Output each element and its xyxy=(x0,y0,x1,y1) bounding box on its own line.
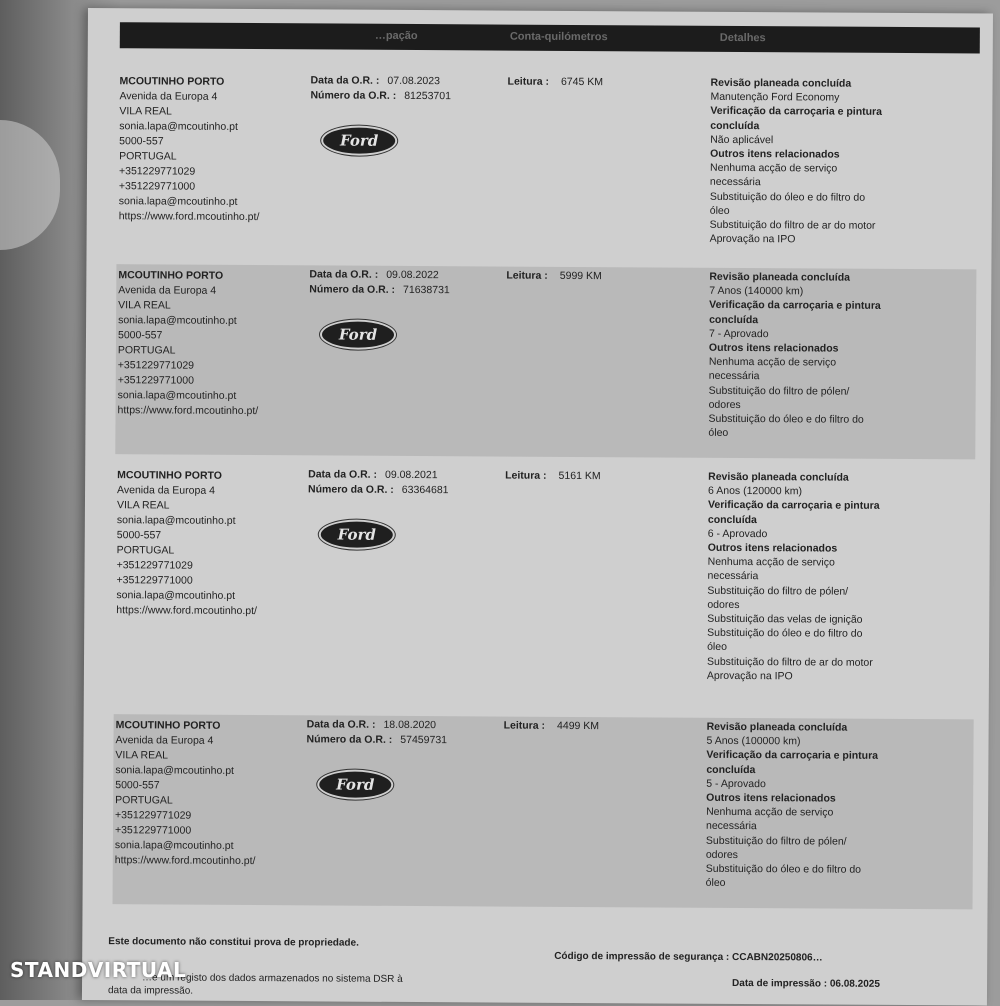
detail-heading: Revisão planeada concluída xyxy=(708,470,849,484)
odometer-reading xyxy=(506,269,602,285)
footer-record-note-2: data da impressão. xyxy=(107,985,194,997)
header-col-1: …pação xyxy=(374,29,418,43)
dealer-name: MCOUTINHO PORTO xyxy=(118,269,224,282)
dealer-line: VILA REAL xyxy=(116,499,170,512)
dealer-line: sonia.lapa@mcoutinho.pt xyxy=(118,195,238,208)
dealer-line: https://www.ford.mcoutinho.pt/ xyxy=(114,854,256,868)
detail-heading: Revisão planeada concluída xyxy=(709,270,851,284)
dealer-line: +351229771029 xyxy=(118,165,196,178)
detail-line: 6 - Aprovado xyxy=(707,527,768,540)
reading-value: 5161 KM xyxy=(558,469,601,483)
detail-heading: concluída xyxy=(707,513,757,526)
dealer-name: MCOUTINHO PORTO xyxy=(117,469,222,482)
or-number-value: 81253701 xyxy=(404,89,451,103)
dealer-line: sonia.lapa@mcoutinho.pt xyxy=(118,314,237,327)
detail-line: necessária xyxy=(708,370,760,383)
dealer-address-block xyxy=(117,268,318,419)
service-entry xyxy=(115,264,976,459)
dealer-line: VILA REAL xyxy=(115,749,169,762)
order-info xyxy=(308,467,449,498)
detail-line: Substituição do óleo e do filtro do xyxy=(707,627,863,640)
dealer-name: MCOUTINHO PORTO xyxy=(119,75,225,88)
or-date-label: Data da O.R. : xyxy=(309,268,379,281)
detail-heading: concluída xyxy=(709,313,759,326)
detail-line: Nenhuma acção de serviço xyxy=(708,356,837,369)
dealer-line: https://www.ford.mcoutinho.pt/ xyxy=(117,404,259,418)
service-entry xyxy=(113,714,974,909)
detail-heading: Revisão planeada concluída xyxy=(710,76,852,90)
ford-logo xyxy=(322,321,394,347)
dealer-line: sonia.lapa@mcoutinho.pt xyxy=(119,120,238,133)
detail-heading: Revisão planeada concluída xyxy=(706,720,848,734)
dealer-line: Avenida da Europa 4 xyxy=(118,284,217,297)
detail-heading: Outros itens relacionados xyxy=(707,541,838,555)
header-col-2: Conta-quilómetros xyxy=(509,30,608,44)
service-entry xyxy=(116,70,977,265)
detail-line: odores xyxy=(708,398,741,411)
dealer-line: https://www.ford.mcoutinho.pt/ xyxy=(116,604,258,618)
dealer-address-block xyxy=(116,468,317,619)
service-details xyxy=(710,76,911,248)
detail-line: Substituição do filtro de ar do motor xyxy=(709,218,876,232)
dealer-line: +351229771000 xyxy=(118,180,196,193)
reading-value: 5999 KM xyxy=(559,269,602,283)
detail-heading: Outros itens relacionados xyxy=(706,791,836,805)
detail-line: Nenhuma acção de serviço xyxy=(706,806,834,819)
detail-heading: Outros itens relacionados xyxy=(708,341,839,355)
or-date-value: 18.08.2020 xyxy=(383,718,437,732)
detail-line: óleo xyxy=(708,427,729,440)
detail-line: 7 - Aprovado xyxy=(708,327,769,340)
or-date-row xyxy=(307,717,448,733)
or-number-value: 63364681 xyxy=(401,483,449,497)
dealer-line: PORTUGAL xyxy=(119,150,177,163)
detail-line: necessária xyxy=(705,820,757,833)
dealer-line: PORTUGAL xyxy=(116,544,175,557)
or-number-label: Número da O.R. : xyxy=(310,89,397,102)
dealer-line: PORTUGAL xyxy=(115,794,173,807)
order-info xyxy=(309,267,450,298)
detail-line: necessária xyxy=(707,570,759,583)
footer-print-date: Data de impressão : 06.08.2025 xyxy=(732,977,880,990)
detail-line: necessária xyxy=(709,176,761,189)
detail-line: Substituição do óleo e do filtro do xyxy=(705,862,862,876)
service-details xyxy=(708,270,909,442)
order-info xyxy=(310,73,451,104)
dealer-line: Avenida da Europa 4 xyxy=(117,484,215,497)
ford-logo xyxy=(321,521,393,547)
or-number-value: 71638731 xyxy=(403,283,450,297)
ford-logo-text: Ford xyxy=(338,325,378,344)
reading-label: Leitura : xyxy=(505,469,547,482)
detail-line: Substituição do filtro de pólen/ xyxy=(708,384,850,398)
or-number-label: Número da O.R. : xyxy=(308,483,394,496)
dealer-address-block xyxy=(119,74,320,225)
detail-line: Substituição do óleo e do filtro do xyxy=(709,190,866,204)
or-number-row xyxy=(310,88,451,104)
dealer-line: PORTUGAL xyxy=(117,344,176,357)
detail-line: Substituição das velas de ignição xyxy=(707,612,863,626)
dealer-address-block xyxy=(115,718,316,869)
dealer-line: sonia.lapa@mcoutinho.pt xyxy=(117,389,237,402)
service-entry xyxy=(114,464,975,709)
odometer-reading xyxy=(508,75,604,91)
or-number-label: Número da O.R. : xyxy=(309,283,396,296)
footer-record-note-1: …e um registo dos dados armazenados no sistema DSR à xyxy=(142,972,403,985)
dealer-line: sonia.lapa@mcoutinho.pt xyxy=(115,764,235,777)
reading-value: 6745 KM xyxy=(560,75,604,89)
or-date-label: Data da O.R. : xyxy=(308,468,378,481)
detail-line: 6 Anos (120000 km) xyxy=(708,484,803,498)
or-date-row xyxy=(309,267,450,283)
or-date-row xyxy=(308,467,449,483)
detail-heading: Verificação da carroçaria e pintura xyxy=(709,299,881,313)
reading-value: 4499 KM xyxy=(557,719,600,733)
or-number-row xyxy=(309,282,450,298)
dealer-name: MCOUTINHO PORTO xyxy=(115,719,221,732)
ford-logo-text: Ford xyxy=(340,131,379,150)
dealer-line: sonia.lapa@mcoutinho.pt xyxy=(114,839,234,852)
detail-heading: Verificação da carroçaria e pintura xyxy=(710,105,883,119)
dealer-line: https://www.ford.mcoutinho.pt/ xyxy=(118,210,260,224)
service-history-document xyxy=(82,8,993,1006)
or-date-label: Data da O.R. : xyxy=(310,74,380,87)
detail-heading: concluída xyxy=(706,763,756,776)
service-details xyxy=(707,470,908,684)
detail-line: odores xyxy=(707,598,740,611)
footer-security-code: Código de impressão de segurança : CCABN20250806… xyxy=(554,950,823,964)
detail-line: 5 Anos (100000 km) xyxy=(706,734,801,748)
or-number-label: Número da O.R. : xyxy=(306,733,393,746)
ford-logo-text: Ford xyxy=(337,525,376,544)
or-date-value: 09.08.2022 xyxy=(386,268,439,282)
dealer-line: +351229771000 xyxy=(116,574,193,587)
detail-line: óleo xyxy=(707,641,728,654)
reading-label: Leitura : xyxy=(506,269,548,282)
dealer-line: 5000-557 xyxy=(116,529,162,542)
dealer-line: VILA REAL xyxy=(119,105,172,118)
dealer-line: 5000-557 xyxy=(119,135,164,148)
header-col-3: Detalhes xyxy=(719,31,766,45)
dealer-line: +351229771000 xyxy=(117,374,194,387)
or-number-row xyxy=(308,482,449,498)
odometer-reading xyxy=(505,469,601,485)
table-header-bar xyxy=(120,22,980,53)
order-info xyxy=(306,717,447,748)
service-details xyxy=(706,720,907,892)
detail-line: Substituição do filtro de ar do motor xyxy=(706,655,873,669)
footer-disclaimer: Este documento não constitui prova de propriedade. xyxy=(108,936,359,949)
odometer-reading xyxy=(504,719,600,735)
or-date-row xyxy=(311,73,452,89)
detail-line: Substituição do filtro de pólen/ xyxy=(705,834,847,848)
dealer-line: +351229771029 xyxy=(116,559,193,572)
or-date-label: Data da O.R. : xyxy=(306,718,376,731)
dealer-line: Avenida da Europa 4 xyxy=(119,90,218,103)
detail-heading: Outros itens relacionados xyxy=(710,147,840,161)
dealer-line: 5000-557 xyxy=(117,329,163,342)
detail-line: 7 Anos (140000 km) xyxy=(709,285,804,298)
or-number-row xyxy=(306,732,447,748)
detail-heading: Verificação da carroçaria e pintura xyxy=(706,749,879,763)
standvirtual-watermark: STANDVIRTUAL xyxy=(10,958,187,982)
detail-line: Manutenção Ford Economy xyxy=(710,91,840,104)
reading-label: Leitura : xyxy=(507,75,550,88)
dealer-line: Avenida da Europa 4 xyxy=(115,734,214,747)
dealer-line: VILA REAL xyxy=(118,299,171,312)
detail-line: Nenhuma acção de serviço xyxy=(709,162,838,175)
detail-line: Substituição do óleo e do filtro do xyxy=(708,412,864,426)
ford-logo xyxy=(323,127,395,153)
or-date-value: 09.08.2021 xyxy=(384,468,438,482)
detail-line: óleo xyxy=(705,877,726,890)
detail-line: óleo xyxy=(709,204,730,217)
detail-heading: Verificação da carroçaria e pintura xyxy=(707,499,880,513)
dealer-line: +351229771029 xyxy=(117,359,195,372)
dealer-line: sonia.lapa@mcoutinho.pt xyxy=(116,514,236,527)
detail-line: Substituição do filtro de pólen/ xyxy=(707,584,849,598)
ford-logo xyxy=(319,771,391,797)
detail-line: Aprovação na IPO xyxy=(709,233,796,246)
detail-line: 5 - Aprovado xyxy=(706,777,766,790)
dealer-line: 5000-557 xyxy=(115,779,160,792)
ford-logo-text: Ford xyxy=(336,775,375,794)
dealer-line: +351229771000 xyxy=(114,824,192,837)
dealer-line: sonia.lapa@mcoutinho.pt xyxy=(116,589,236,602)
detail-line: Aprovação na IPO xyxy=(706,669,793,683)
or-number-value: 57459731 xyxy=(400,733,448,747)
dealer-line: +351229771029 xyxy=(115,809,192,822)
detail-line: Nenhuma acção de serviço xyxy=(707,556,835,569)
detail-line: odores xyxy=(705,848,738,861)
or-date-value: 07.08.2023 xyxy=(387,74,441,88)
detail-heading: concluída xyxy=(710,119,760,132)
detail-line: Não aplicável xyxy=(710,133,774,147)
reading-label: Leitura : xyxy=(503,719,546,732)
